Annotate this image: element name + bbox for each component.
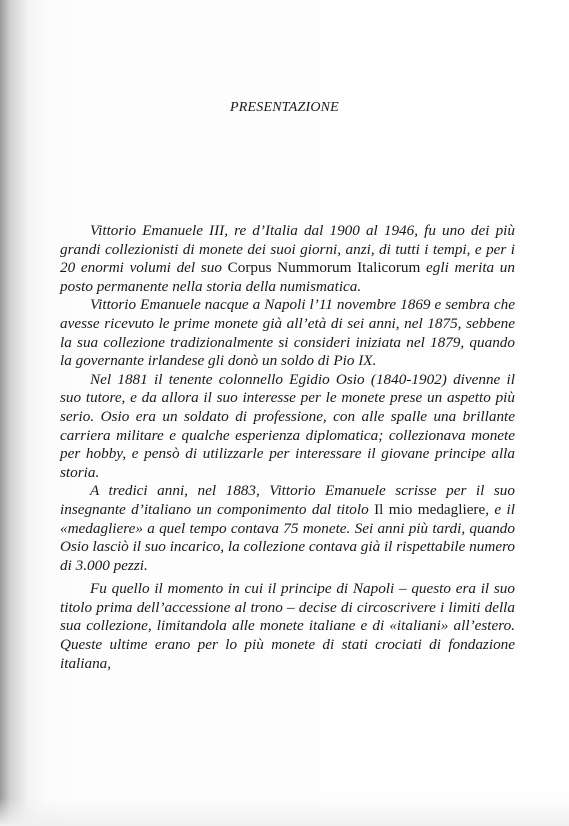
page-bottom-edge <box>0 798 569 826</box>
paragraph-4 <box>60 482 515 575</box>
page-title: PRESENTAZIONE <box>230 100 339 115</box>
paragraph-5-text: Fu quello il momento in cui il principe di Napoli – questo era il suo titolo prima dell’accessione al trono – decise di circoscrivere i limiti della sua collezione, limitandola alle monete italiane e di «italiani» all’estero. Queste ultime erano per lo più monete di stati crociati di fondazione italiana, <box>60 580 515 672</box>
paragraph-4-text-end: , e il «medagliere» a quel tempo contava 75 monete. Sei anni più tardi, quando Osio lasciò il suo incarico, la collezione contava già il rispettabile numero di 3.000 pezzi. <box>60 500 516 574</box>
paragraph-2-text: Vittorio Emanuele nacque a Napoli l’11 novembre 1869 e sembra che avesse ricevuto le prime monete già all’età di sei anni, nel 1875, sebbene la sua collezione tradizionalmente si consideri iniziata nel 1879, quando la governante irlandese gli donò un soldo di Pio IX. <box>60 296 515 370</box>
paragraph-3 <box>60 371 515 483</box>
composition-title: Il mio medagliere <box>374 500 486 518</box>
paragraph-1-text: Vittorio Emanuele III, re d’Italia dal 1900 al 1946, fu uno dei più grandi collezionisti di monete dei suoi giorni, anzi, di tutti i tempi, e per i 20 enormi volumi del suo <box>60 222 515 277</box>
paragraph-1 <box>60 222 515 296</box>
corpus-title: Corpus Nummorum Italicorum <box>227 259 421 277</box>
paragraph-2 <box>60 296 515 370</box>
paragraph-5 <box>60 580 515 673</box>
paragraph-3-text: Nel 1881 il tenente colonnello Egidio Osio (1840-1902) divenne il suo tutore, e da allora il suo interesse per le monete prese un aspetto più serio. Osio era un soldato di professione, con alle spalle una brillante carriera militare e qualche esperienza diplomatica; collezionava monete per hobby, e pensò di utilizzarle per interessare il giovane principe alla storia. <box>60 370 515 481</box>
paragraph-1-text-end: egli merita un posto permanente nella storia della numismatica. <box>60 259 515 295</box>
body-text <box>60 222 515 673</box>
paragraph-4-text: A tredici anni, nel 1883, Vittorio Emanuele scrisse per il suo insegnante d’italiano un componimento dal titolo <box>60 482 515 518</box>
